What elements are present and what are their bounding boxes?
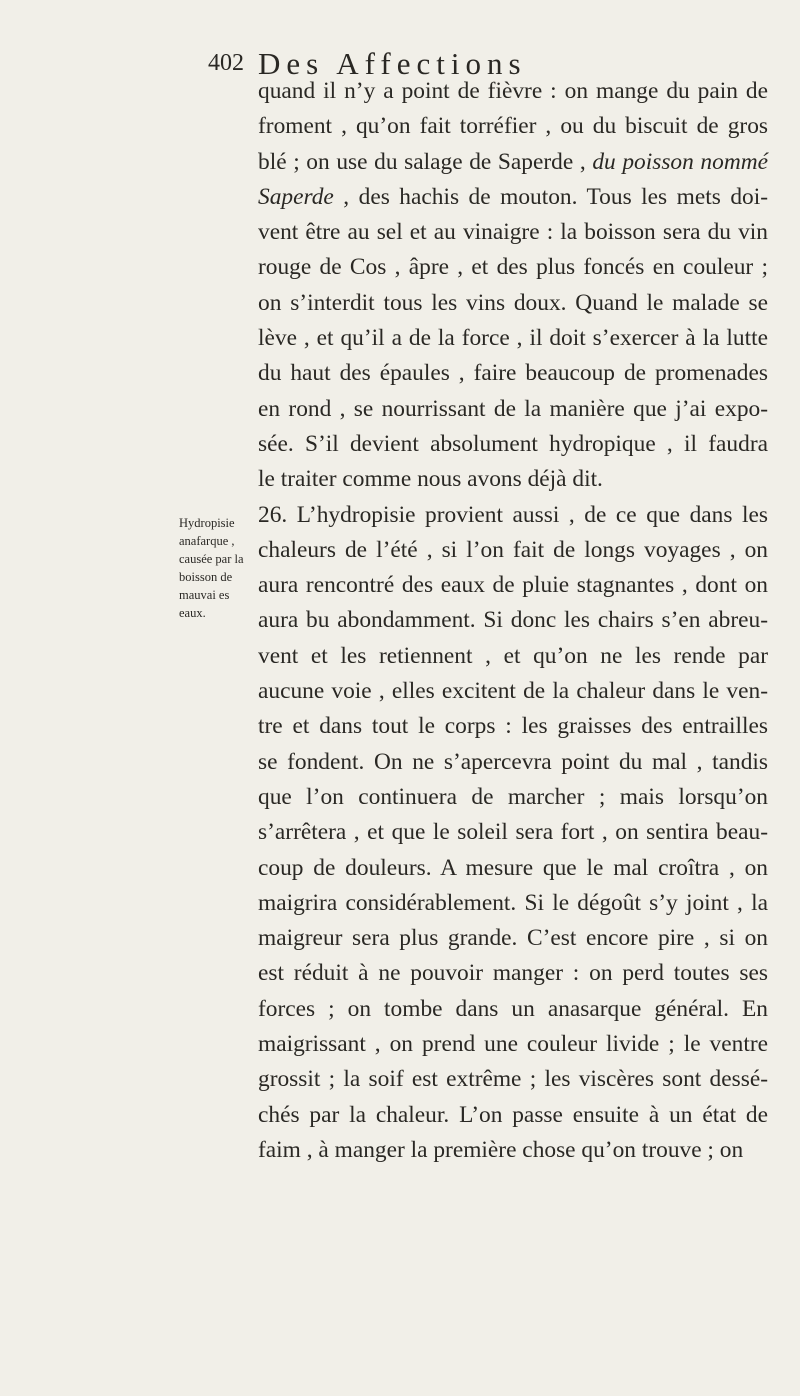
text-line: aucune voie , elles excitent de la chaleur dans le ven-: [258, 678, 768, 705]
running-head: Des Affections: [258, 46, 527, 81]
margin-note: [179, 514, 257, 622]
text-line: du haut des épaules , faire beaucoup de promenades: [258, 360, 768, 387]
text-line: tre et dans tout le corps : les graisses des entrailles: [258, 713, 768, 740]
margin-note-line: causée par la: [179, 552, 244, 566]
body-text: [258, 74, 768, 1168]
text-line: 26. L’hydropisie provient aussi , de ce que dans les: [258, 501, 768, 528]
text-line: se fondent. On ne s’apercevra point du mal , tandis: [258, 748, 768, 775]
text-line: vent être au sel et au vinaigre : la boisson sera du vin: [258, 219, 768, 246]
text-line: le traiter comme nous avons déjà dit.: [258, 466, 603, 493]
text-line: sée. S’il devient absolument hydropique , il faudra: [258, 430, 768, 457]
text-line: rouge de Cos , âpre , et des plus foncés en couleur ;: [258, 254, 768, 281]
margin-note-line: Hydropisie: [179, 516, 235, 530]
margin-note-line: mauvai es: [179, 588, 230, 602]
text-line: s’arrêtera , et que le soleil sera fort , on sentira beau-: [258, 819, 768, 846]
text-line: lève , et qu’il a de la force , il doit s’exercer à la lutte: [258, 325, 768, 352]
text-line: aura bu abondamment. Si donc les chairs s’en abreu-: [258, 607, 768, 634]
text-line: forces ; on tombe dans un anasarque général. En: [258, 995, 768, 1022]
text-line: coup de douleurs. A mesure que le mal croîtra , on: [258, 854, 768, 881]
text-line: chés par la chaleur. L’on passe ensuite à un état de: [258, 1101, 768, 1128]
text-line: Saperde , des hachis de mouton. Tous les mets doi-: [258, 183, 768, 210]
text-line: froment , qu’on fait torréfier , ou du biscuit de gros: [258, 113, 768, 140]
text-line: maigreur sera plus grande. C’est encore pire , si on: [258, 925, 768, 952]
text-line: chaleurs de l’été , si l’on fait de longs voyages , on: [258, 536, 768, 563]
text-line: grossit ; la soif est extrême ; les viscères sont dessé-: [258, 1066, 768, 1093]
text-line: en rond , se nourrissant de la manière que j’ai expo-: [258, 395, 768, 422]
text-line: on s’interdit tous les vins doux. Quand le malade se: [258, 289, 768, 316]
text-line: maigrissant , on prend une couleur livide ; le ventre: [258, 1031, 768, 1058]
text-line: est réduit à ne pouvoir manger : on perd toutes ses: [258, 960, 768, 987]
margin-note-line: boisson de: [179, 570, 233, 584]
text-line: vent et les retiennent , et qu’on ne les rende par: [258, 642, 768, 669]
page-number: 402: [208, 50, 244, 76]
text-line: blé ; on use du salage de Saperde , du poisson nommé: [258, 148, 768, 175]
text-line: maigrira considérablement. Si le dégoût s’y joint , la: [258, 889, 768, 916]
text-line: aura rencontré des eaux de pluie stagnantes , dont on: [258, 572, 768, 599]
text-line: quand il n’y a point de fièvre : on mange du pain de: [258, 78, 768, 104]
margin-note-line: anafarque ,: [179, 534, 235, 548]
margin-note-line: eaux.: [179, 606, 206, 620]
text-line: que l’on continuera de marcher ; mais lorsqu’on: [258, 783, 768, 810]
text-line: faim , à manger la première chose qu’on trouve ; on: [258, 1136, 744, 1163]
